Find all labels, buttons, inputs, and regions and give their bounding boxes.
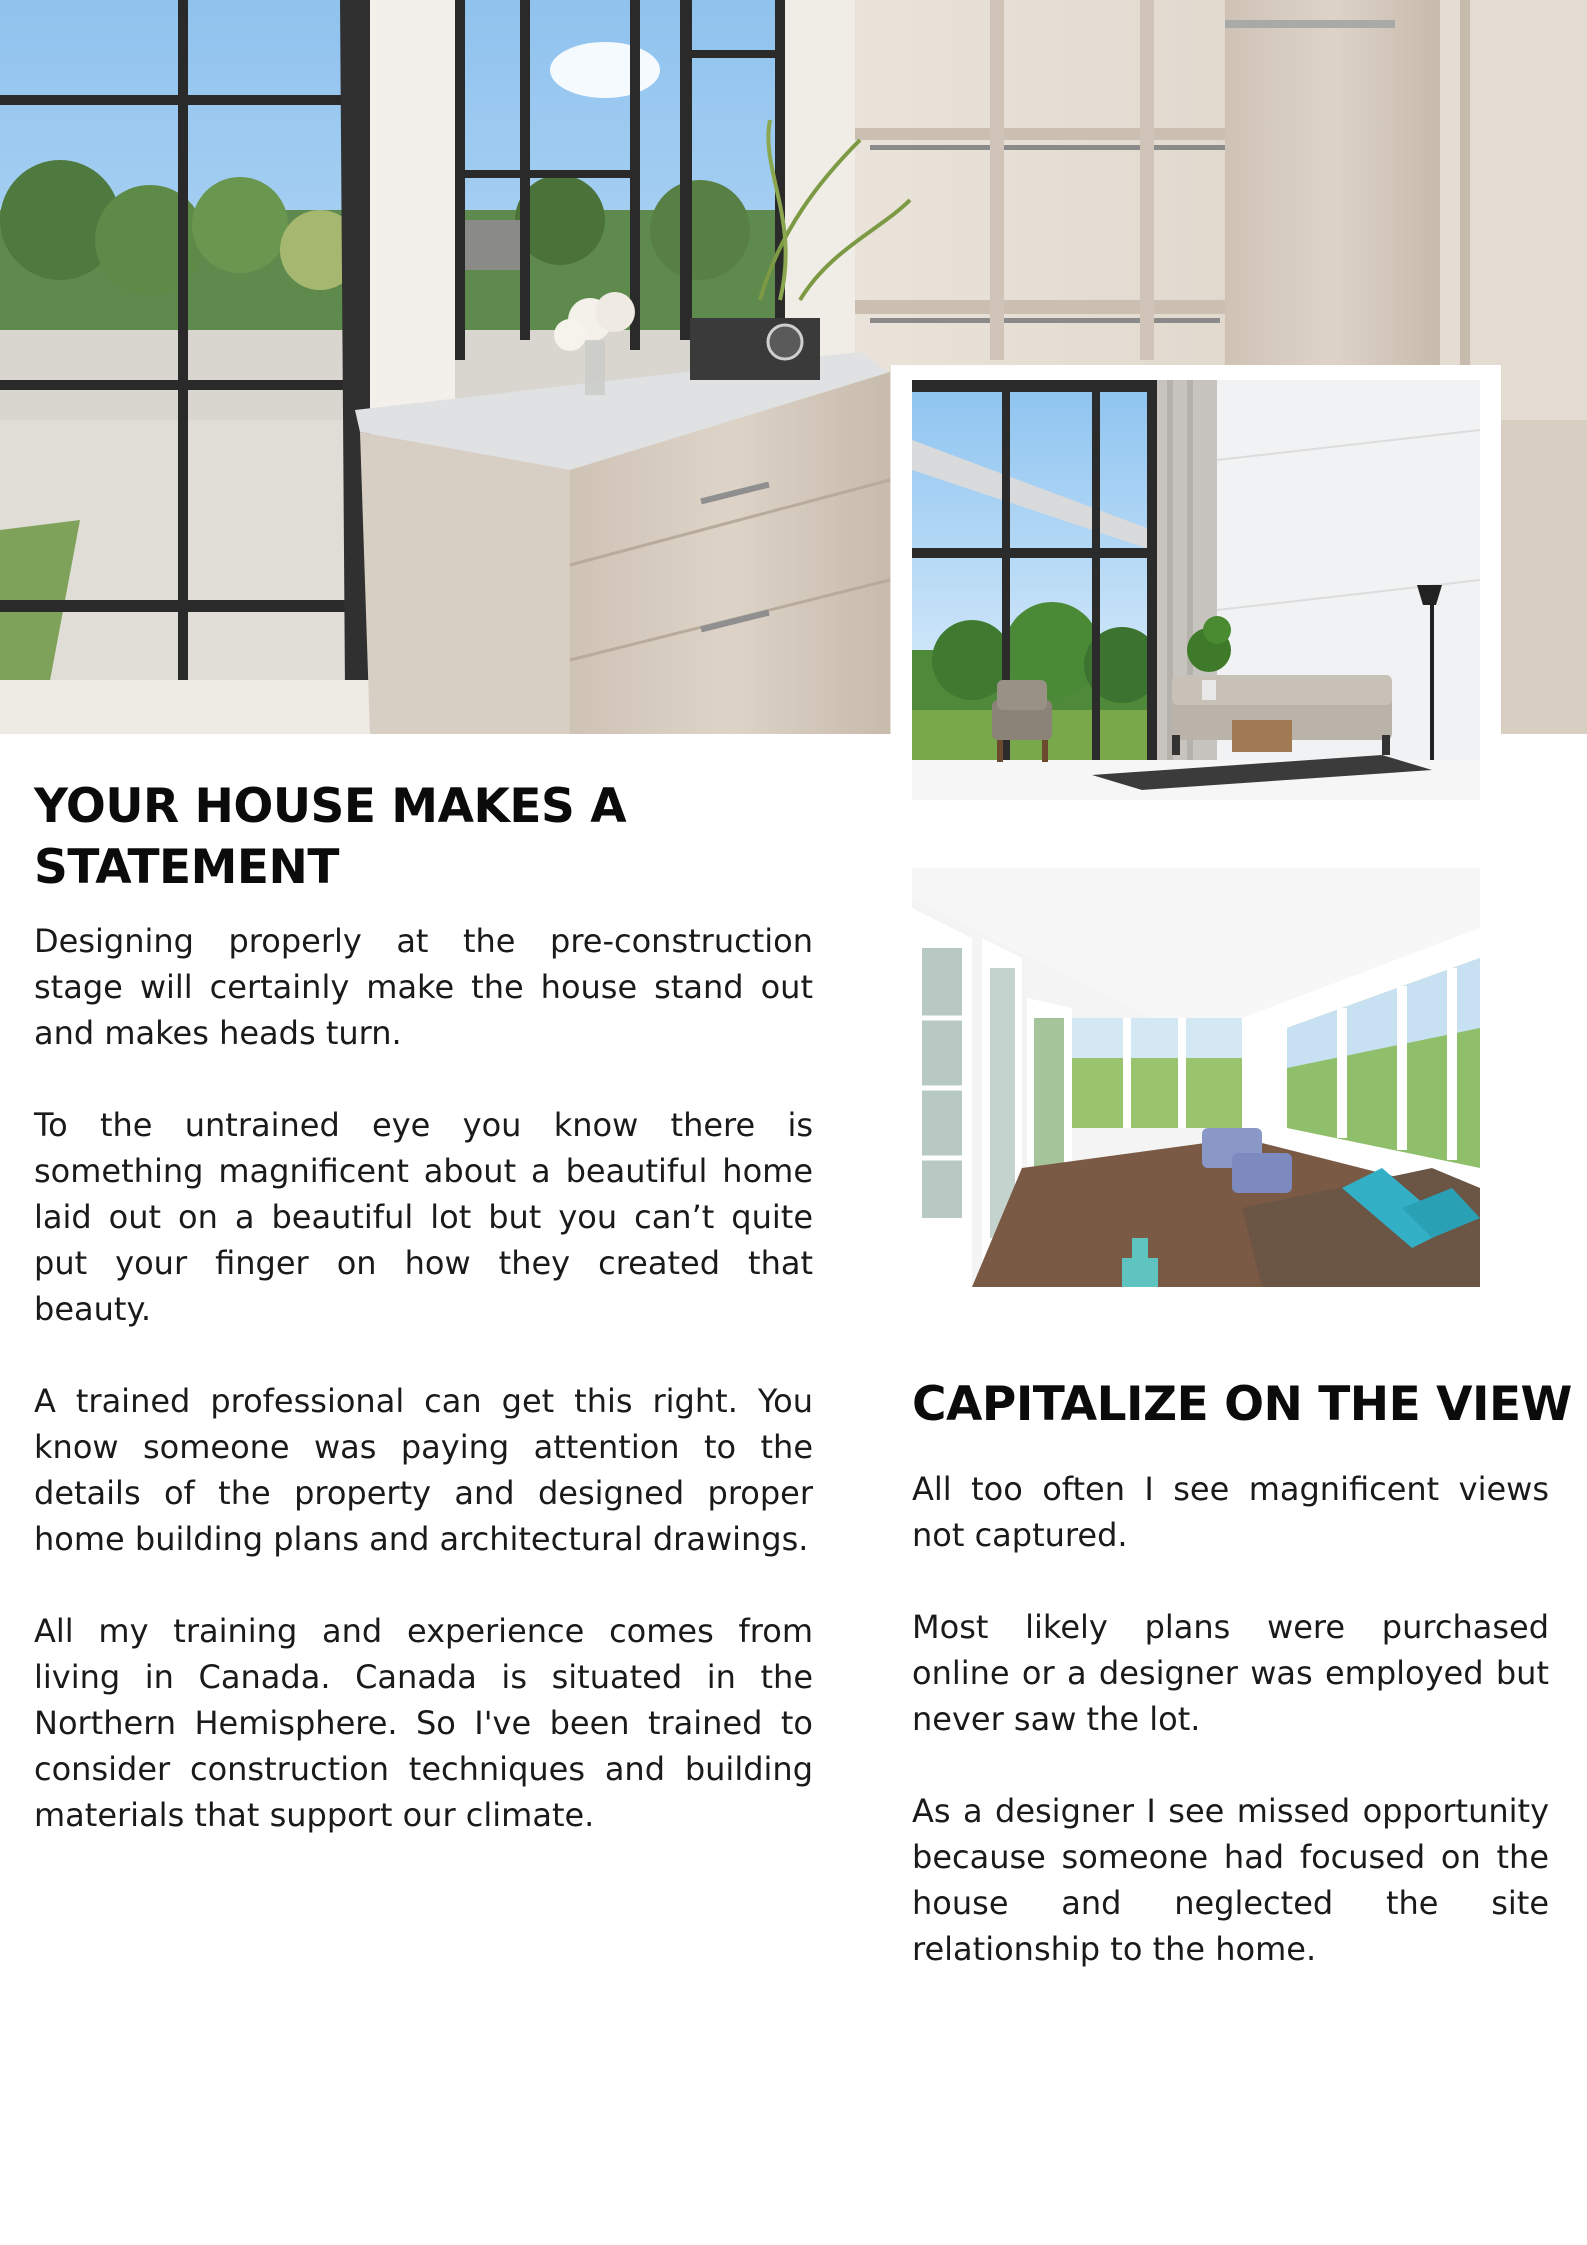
living-room-illustration bbox=[912, 380, 1480, 800]
right-paragraph-1: All too often I see magnificent views not captured. bbox=[912, 1470, 1549, 1554]
left-paragraph-3: A trained professional can get this right. You know someone was paying attention to the details of the property and designed proper home building plans and architectural drawings. bbox=[34, 1382, 813, 1558]
living-room-photo bbox=[912, 380, 1480, 800]
left-section-heading: YOUR HOUSE MAKES A STATEMENT bbox=[34, 779, 627, 895]
left-body-text bbox=[34, 918, 813, 1838]
left-paragraph-2: To the untrained eye you know there is something magnificent about a beautiful home laid out on a beautiful lot but you can’t quite put your finger on how they created that beauty. bbox=[34, 1106, 813, 1328]
left-paragraph-1: Designing properly at the pre-construction stage will certainly make the house stand out and makes heads turn. bbox=[34, 922, 813, 1052]
right-paragraph-3: As a designer I see missed opportunity because someone had focused on the house and neglected the site relationship to the home. bbox=[912, 1792, 1549, 1968]
left-paragraph-4: All my training and experience comes from living in Canada. Canada is situated in the Northern Hemisphere. So I've been trained to consider construction techniques and building materials that support our climate. bbox=[34, 1612, 813, 1834]
right-paragraph-2: Most likely plans were purchased online or a designer was employed but never saw the lot. bbox=[912, 1608, 1549, 1738]
right-section-heading: CAPITALIZE ON THE VIEW bbox=[912, 1377, 1572, 1432]
sunroom-illustration bbox=[912, 868, 1480, 1287]
right-body-text bbox=[912, 1466, 1549, 1972]
sunroom-photo bbox=[912, 868, 1480, 1287]
